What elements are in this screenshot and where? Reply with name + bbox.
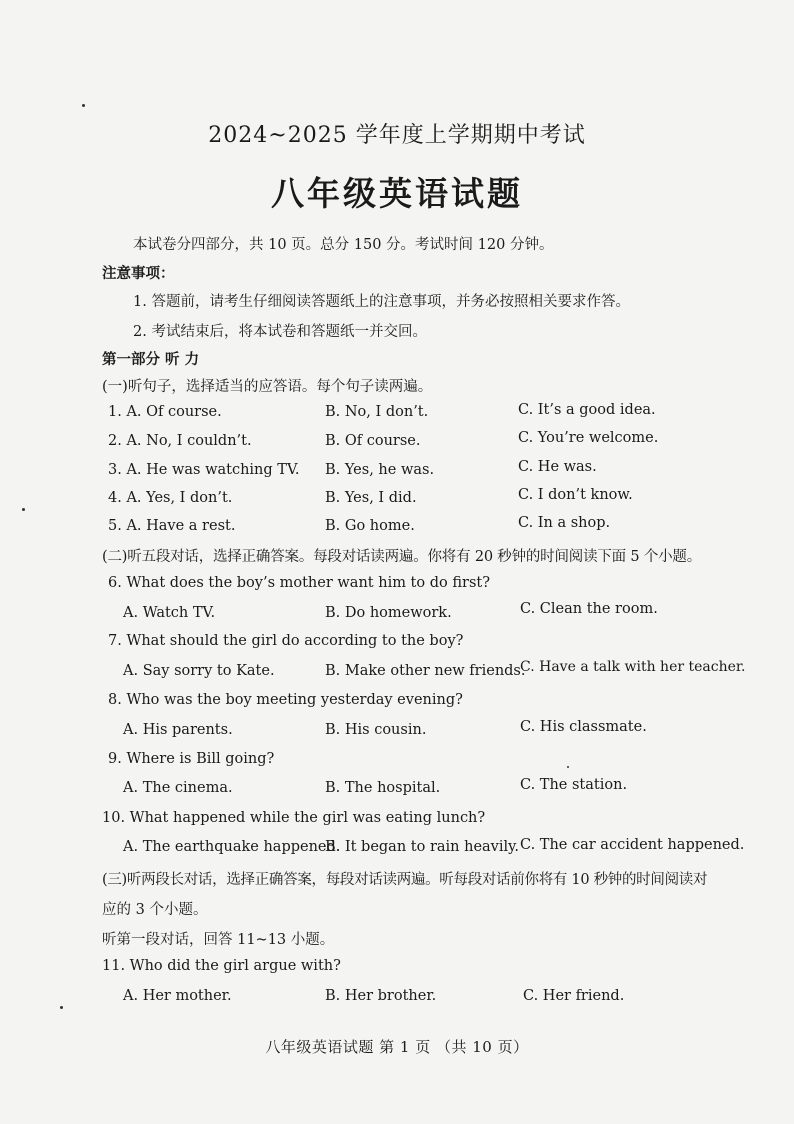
option-c: C. Have a talk with her teacher.: [520, 659, 746, 675]
exam-title: 2024~2025 学年度上学期期中考试: [208, 123, 586, 148]
scan-speck: [60, 1006, 63, 1009]
option-b: B. It began to rain heavily.: [325, 839, 520, 855]
option-a: A. The cinema.: [123, 780, 233, 796]
scan-speck: [567, 766, 569, 768]
section3-instruction: (三)听两段长对话，选择正确答案，每段对话读两遍。听每段对话前你将有 10 秒钟的时间阅读对: [102, 872, 708, 888]
option-a: A. Say sorry to Kate.: [123, 663, 275, 679]
question-stem: 7. What should the girl do according to the boy?: [108, 633, 464, 649]
option-b: B. Yes, he was.: [325, 462, 435, 478]
option-b: B. Do homework.: [325, 605, 452, 621]
option-a: A. His parents.: [123, 722, 233, 738]
option-b: B. The hospital.: [325, 780, 441, 796]
option-b: B. Yes, I did.: [325, 490, 417, 506]
question-stem: 11. Who did the girl argue with?: [102, 958, 341, 974]
option-c: C. He was.: [518, 459, 597, 475]
section3-sub-instruction: 听第一段对话，回答 11~13 小题。: [102, 932, 335, 948]
option-c: C. I don’t know.: [518, 487, 633, 503]
option-b: B. Of course.: [325, 433, 421, 449]
section3-instruction-cont: 应的 3 个小题。: [102, 902, 208, 918]
option-b: B. Make other new friends.: [325, 663, 526, 679]
option-c: C. His classmate.: [520, 719, 647, 735]
question-stem: 8. Who was the boy meeting yesterday evening?: [108, 692, 463, 708]
option-b: B. Go home.: [325, 518, 415, 534]
option-a: A. Her mother.: [123, 988, 232, 1004]
option-a: 4. A. Yes, I don’t.: [108, 490, 233, 506]
section2-instruction: (二)听五段对话，选择正确答案。每段对话读两遍。你将有 20 秒钟的时间阅读下面 5 个小题。: [102, 549, 702, 565]
option-c: C. In a shop.: [518, 515, 611, 531]
option-c: C. The car accident happened.: [520, 837, 745, 853]
option-a: A. The earthquake happened.: [123, 839, 341, 855]
part1-heading: 第一部分 听 力: [102, 351, 200, 368]
option-a: 2. A. No, I couldn’t.: [108, 433, 252, 449]
option-b: B. His cousin.: [325, 722, 427, 738]
option-b: B. No, I don’t.: [325, 404, 429, 420]
option-c: C. Clean the room.: [520, 601, 658, 617]
option-a: A. Watch TV.: [123, 605, 216, 621]
scan-speck: [82, 104, 85, 107]
question-stem: 10. What happened while the girl was eating lunch?: [102, 810, 486, 826]
page-footer: 八年级英语试题 第 1 页 （共 10 页）: [265, 1038, 529, 1056]
option-a: 3. A. He was watching TV.: [108, 462, 300, 478]
option-c: C. Her friend.: [523, 988, 625, 1004]
section1-instruction: (一)听句子，选择适当的应答语。每个句子读两遍。: [102, 379, 433, 395]
exam-subtitle: 八年级英语试题: [271, 174, 523, 213]
question-stem: 9. Where is Bill going?: [108, 751, 275, 767]
intro-text: 本试卷分四部分，共 10 页。总分 150 分。考试时间 120 分钟。: [133, 237, 554, 253]
option-c: C. You’re welcome.: [518, 430, 659, 446]
option-c: C. The station.: [520, 777, 628, 793]
option-b: B. Her brother.: [325, 988, 437, 1004]
option-a: 1. A. Of course.: [108, 404, 222, 420]
question-stem: 6. What does the boy’s mother want him to do first?: [108, 575, 490, 591]
note-item: 1. 答题前，请考生仔细阅读答题纸上的注意事项，并务必按照相关要求作答。: [133, 294, 630, 310]
scan-speck: [22, 508, 25, 511]
option-a: 5. A. Have a rest.: [108, 518, 236, 534]
notes-heading: 注意事项：: [102, 265, 175, 282]
note-item: 2. 考试结束后，将本试卷和答题纸一并交回。: [133, 324, 427, 340]
option-c: C. It’s a good idea.: [518, 402, 656, 418]
